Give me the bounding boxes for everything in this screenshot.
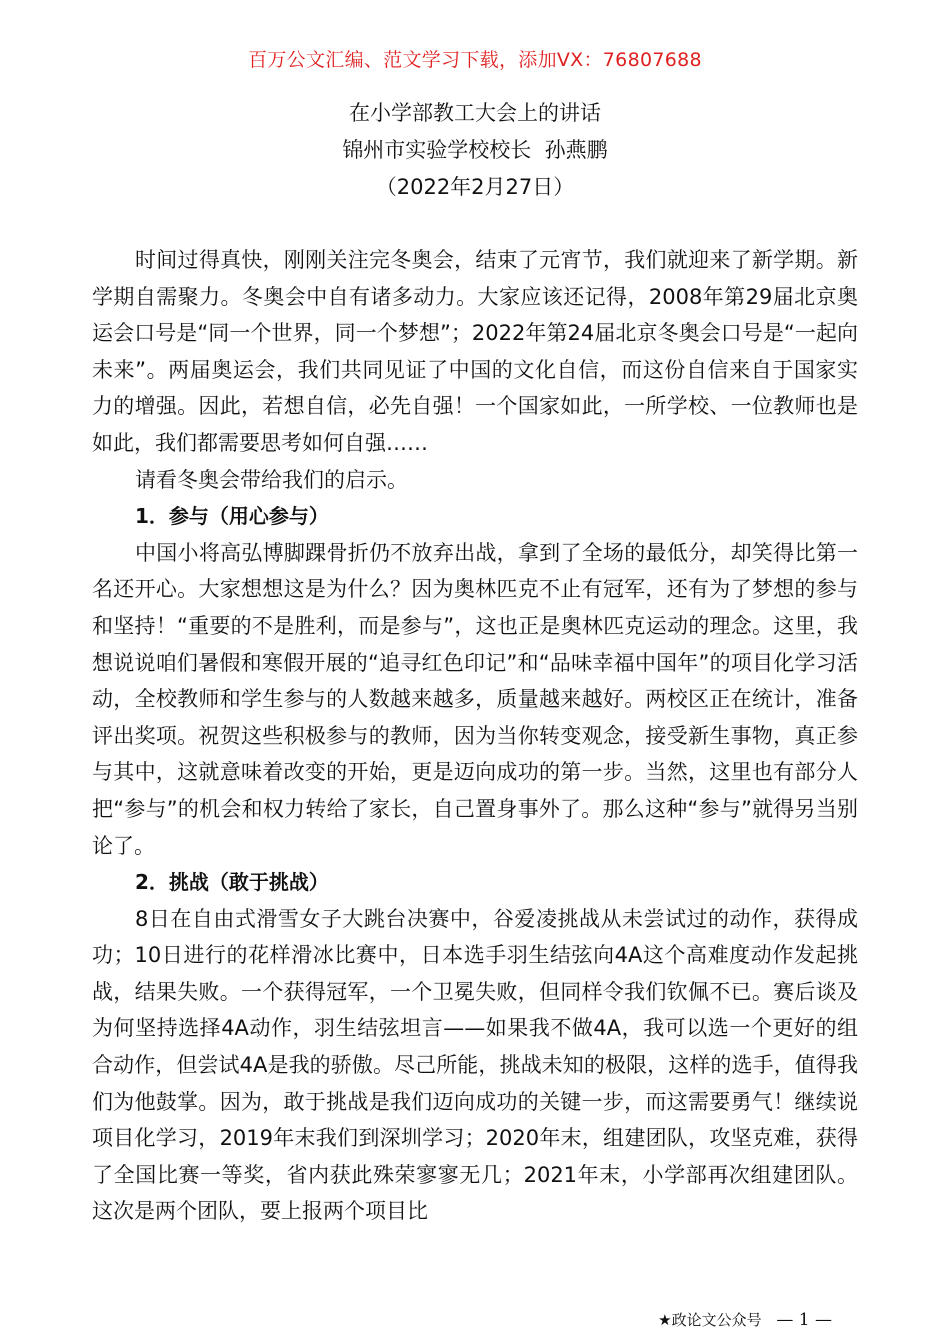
watermark-banner: 百万公文汇编、范文学习下载，添加VX：76807688	[248, 49, 702, 71]
speech-author: 锦州市实验学校校长 孙燕鹏	[342, 138, 608, 162]
paragraph-challenge: 8日在自由式滑雪女子大跳台决赛中，谷爱凌挑战从未尝试过的动作，获得成功；10日进行的花样滑冰比赛中，日本选手羽生结弦向4A这个高难度动作发起挑战，结果失败。一个获得冠军，一个卫冕失败，但同样令我们钦佩不已。赛后谈及为何坚持选择4A动作，羽生结弦坦言——如果我不做4A，我可以选一个更好的组合动作，但尝试4A是我的骄傲。尽己所能，挑战未知的极限，这样的选手，值得我们为他鼓掌。因为，敢于挑战是我们迈向成功的关键一步，而这需要勇气！继续说项目化学习，2019年末我们到深圳学习；2020年末，组建团队，攻坚克难，获得了全国比赛一等奖，省内获此殊荣寥寥无几；2021年末，小学部再次组建团队。这次是两个团队，要上报两个项目比	[92, 906, 858, 1224]
footer-source: ★政论文公众号	[658, 1311, 762, 1329]
speech-date: （2022年2月27日）	[375, 175, 575, 199]
section-heading-participation: 1．参与（用心参与）	[135, 504, 329, 529]
section-heading-challenge: 2．挑战（敢于挑战）	[135, 870, 329, 895]
speech-body	[92, 242, 858, 1230]
paragraph-lead: 请看冬奥会带给我们的启示。	[135, 467, 408, 492]
page-number: — 1 —	[776, 1310, 832, 1330]
page-footer	[658, 1308, 832, 1332]
paragraph-participation: 中国小将高弘博脚踝骨折仍不放弃出战，拿到了全场的最低分，却笑得比第一名还开心。大家想想这是为什么？因为奥林匹克不止有冠军，还有为了梦想的参与和坚持！“重要的不是胜利，而是参与”，这也正是奥林匹克运动的理念。这里，我想说说咱们暑假和寒假开展的“追寻红色印记”和“品味幸福中国年”的项目化学习活动，全校教师和学生参与的人数越来越多，质量越来越好。两校区正在统计，准备评出奖项。祝贺这些积极参与的教师，因为当你转变观念，接受新生事物，真正参与其中，这就意味着改变的开始，更是迈向成功的第一步。当然，这里也有部分人把“参与”的机会和权力转给了家长，自己置身事外了。那么这种“参与”就得另当别论了。	[92, 540, 858, 858]
paragraph-intro: 时间过得真快，刚刚关注完冬奥会，结束了元宵节，我们就迎来了新学期。新学期自需聚力。冬奥会中自有诸多动力。大家应该还记得，2008年第29届北京奥运会口号是“同一个世界，同一个梦想”；2022年第24届北京冬奥会口号是“一起向未来”。两届奥运会，我们共同见证了中国的文化自信，而这份自信来自于国家实力的增强。因此，若想自信，必先自强！一个国家如此，一所学校、一位教师也是如此，我们都需要思考如何自强……	[92, 248, 858, 455]
speech-title: 在小学部教工大会上的讲话	[349, 101, 601, 125]
